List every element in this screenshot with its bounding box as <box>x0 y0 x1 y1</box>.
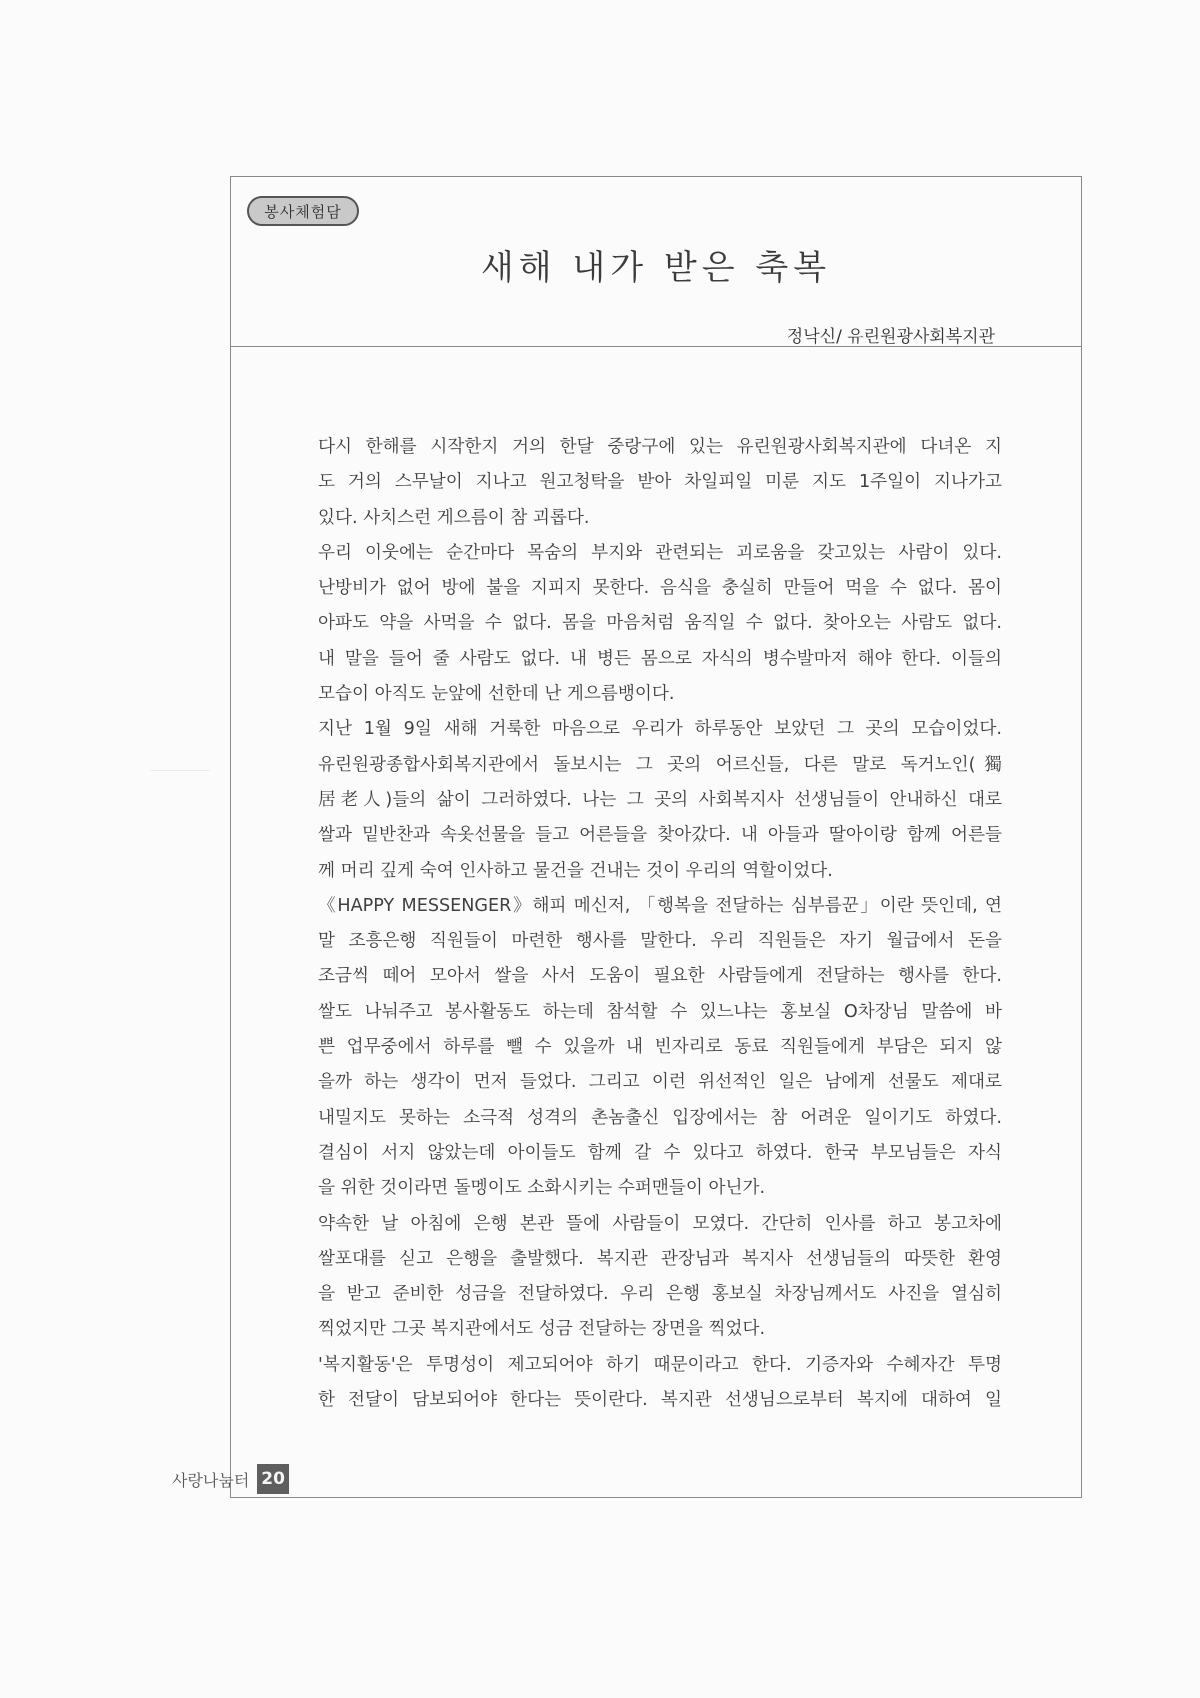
body-line: 《HAPPY MESSENGER》해피 메신저, 「행복을 전달하는 심부름꾼」이란 뜻인데, 연 <box>318 895 1002 916</box>
body-line: 다시 한해를 시작한지 거의 한달 중랑구에 있는 유린원광사회복지관에 다녀온 지 <box>318 437 1002 457</box>
body-line: 도 거의 스무날이 지나고 원고청탁을 받아 차일피일 미룬 지도 1주일이 지나가고 <box>318 472 1002 493</box>
body-line: 을 위한 것이라면 돌멩이도 소화시키는 수퍼맨들이 아닌가. <box>318 1178 766 1199</box>
body-line: 말 조흥은행 직원들이 마련한 행사를 말한다. 우리 직원들은 자기 월급에서 돈을 <box>318 931 1002 952</box>
body-line: 쌀도 나눠주고 봉사활동도 하는데 참석할 수 있느냐는 홍보실 O차장님 말씀에 바 <box>318 1001 1002 1022</box>
body-line: 조금씩 떼어 모아서 쌀을 사서 도움이 필요한 사람들에게 전달하는 행사를 한다. <box>318 966 1002 987</box>
article-body <box>318 430 1002 1418</box>
scan-artifact-line <box>150 770 210 771</box>
magazine-name: 사랑나눔터 <box>172 1470 250 1490</box>
body-line: 내 말을 들어 줄 사람도 없다. 내 병든 몸으로 자식의 병수발마저 해야 한다. 이들의 <box>318 648 1002 669</box>
body-line: 쌀포대를 싣고 은행을 출발했다. 복지관 관장님과 복지사 선생님들의 따뜻한 환영 <box>318 1248 1002 1269</box>
body-line: 결심이 서지 않았는데 아이들도 함께 갈 수 있다고 하였다. 한국 부모님들은 자식 <box>318 1142 1002 1163</box>
body-line: '복지활동'은 투명성이 제고되어야 하기 때문이라고 한다. 기증자와 수혜자간 투명 <box>318 1354 1002 1375</box>
body-line: 약속한 날 아침에 은행 본관 뜰에 사람들이 모였다. 간단히 인사를 하고 봉고차에 <box>318 1213 1002 1234</box>
article-title: 새해 내가 받은 축복 <box>480 248 832 288</box>
body-line: 한 전달이 담보되어야 한다는 뜻이란다. 복지관 선생님으로부터 복지에 대하여 일 <box>318 1390 1002 1411</box>
body-line: 아파도 약을 사먹을 수 없다. 몸을 마음처럼 움직일 수 없다. 찾아오는 사람도 없다. <box>318 613 1002 634</box>
page-footer <box>172 1464 289 1494</box>
body-line: 있다. 사치스런 게으름이 참 괴롭다. <box>318 507 590 528</box>
body-line: 모습이 아직도 눈앞에 선한데 난 게으름뱅이다. <box>318 684 675 705</box>
author-byline: 정낙신/ 유린원광사회복지관 <box>786 327 995 347</box>
body-line: 을 받고 준비한 성금을 전달하였다. 우리 은행 홍보실 차장님께서도 사진을 열심히 <box>318 1284 1002 1305</box>
body-line: 지난 1월 9일 새해 거룩한 마음으로 우리가 하루동안 보았던 그 곳의 모습이었다. <box>318 719 1002 740</box>
body-line: 유린원광종합사회복지관에서 돌보시는 그 곳의 어르신들, 다른 말로 독거노인(獨 <box>318 754 1002 775</box>
body-line: 난방비가 없어 방에 불을 지피지 못한다. 음식을 충실히 만들어 먹을 수 없다. 몸이 <box>318 578 1002 599</box>
body-line: 쌀과 밑반찬과 속옷선물을 들고 어른들을 찾아갔다. 내 아들과 딸아이랑 함께 어른들 <box>318 825 1002 846</box>
body-line: 을까 하는 생각이 먼저 들었다. 그리고 이런 위선적인 일은 남에게 선물도 제대로 <box>318 1072 1002 1093</box>
section-badge: 봉사체험담 <box>247 196 359 226</box>
body-line: 찍었지만 그곳 복지관에서도 성금 전달하는 장면을 찍었다. <box>318 1319 766 1340</box>
body-line: 께 머리 깊게 숙여 인사하고 물건을 건내는 것이 우리의 역할이었다. <box>318 860 833 881</box>
body-line: 쁜 업무중에서 하루를 뺄 수 있을까 내 빈자리로 동료 직원들에게 부담은 되지 않 <box>318 1037 1002 1058</box>
body-line: 우리 이웃에는 순간마다 목숨의 부지와 관련되는 괴로움을 갖고있는 사람이 있다. <box>318 542 1002 563</box>
page-number: 20 <box>257 1464 289 1494</box>
body-line: 居老人)들의 삶이 그러하였다. 나는 그 곳의 사회복지사 선생님들이 안내하신 대로 <box>318 789 1002 810</box>
body-line: 내밀지도 못하는 소극적 성격의 촌놈출신 입장에서는 참 어려운 일이기도 하였다. <box>318 1107 1002 1128</box>
